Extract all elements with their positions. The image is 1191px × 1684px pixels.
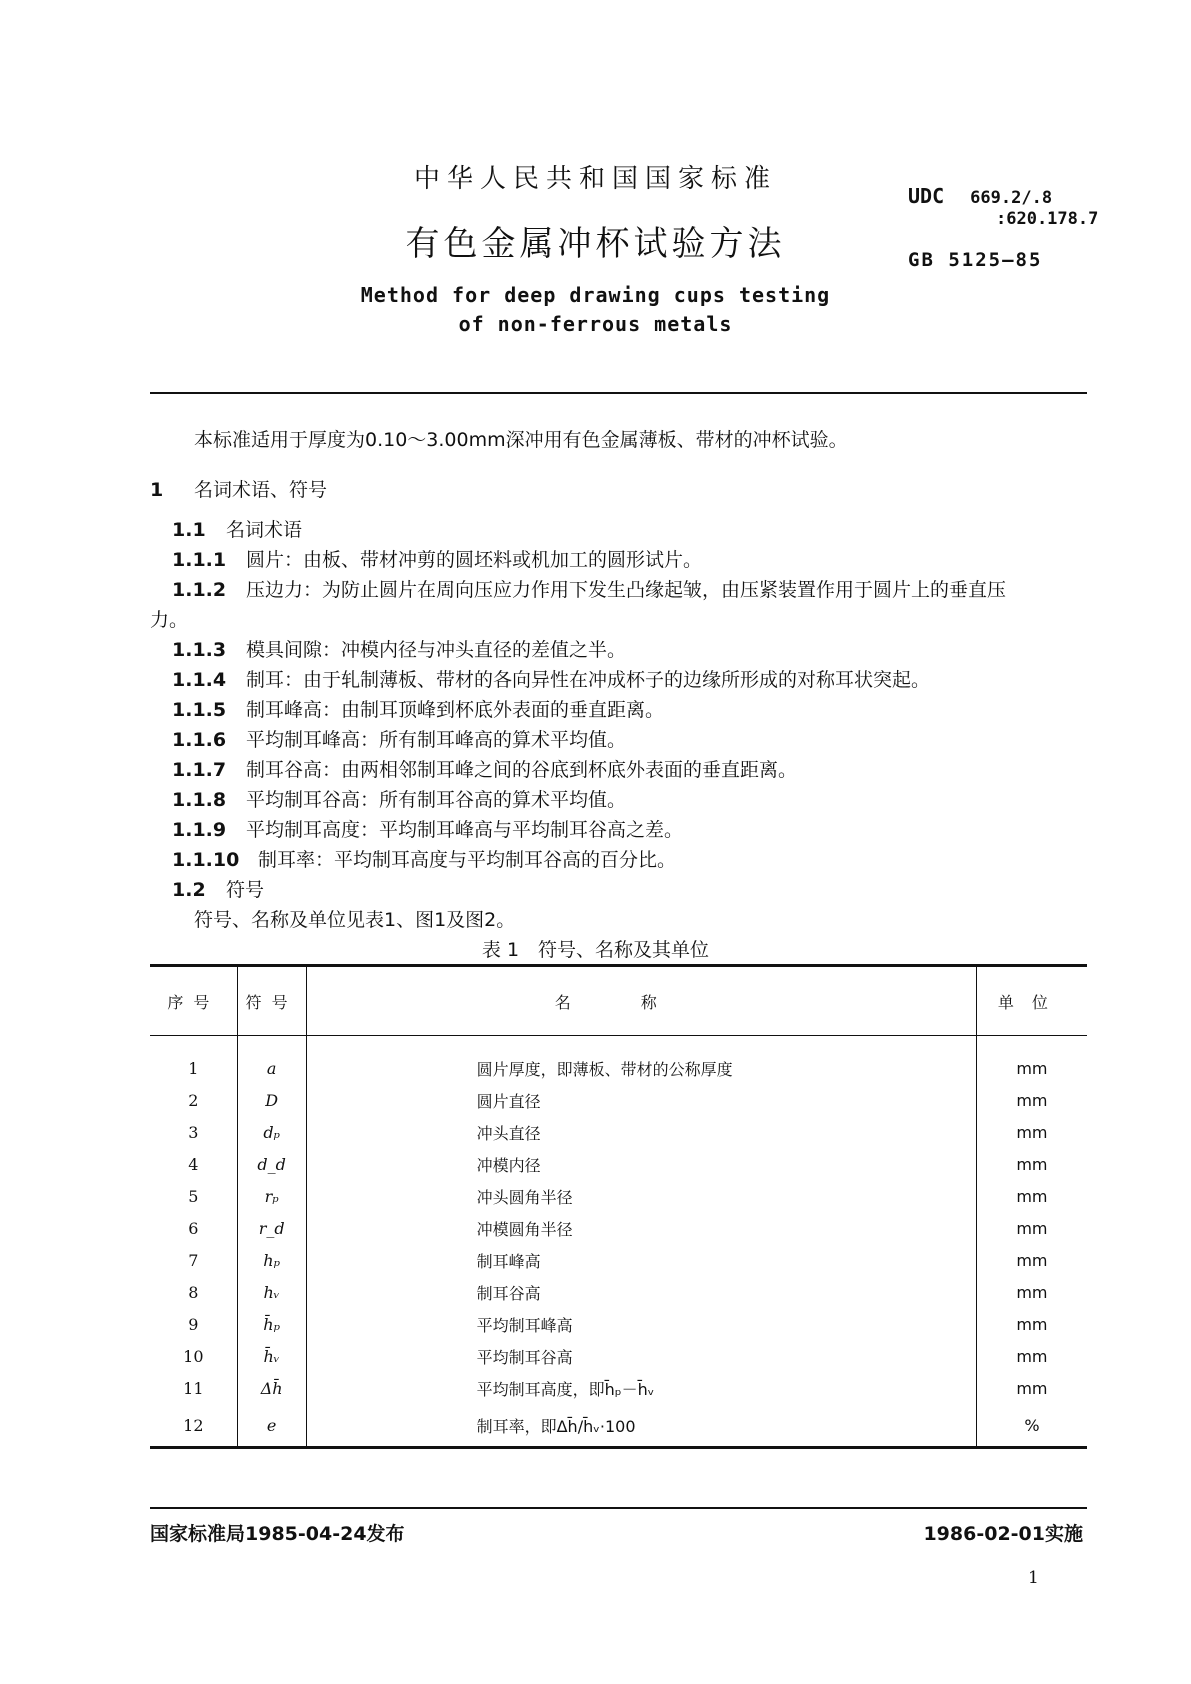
row-symbol: dₚ (237, 1116, 306, 1148)
section-title: 名词术语、符号 (194, 479, 328, 501)
row-symbol: e (237, 1404, 306, 1448)
symbols-table (150, 964, 1087, 1449)
table-row (150, 1276, 1087, 1308)
row-no: 12 (150, 1404, 237, 1448)
intro-paragraph: 本标准适用于厚度为0.10～3.00mm深冲用有色金属薄板、带材的冲杯试验。 (194, 429, 848, 451)
row-symbol: hᵥ (237, 1276, 306, 1308)
row-unit: mm (1016, 1218, 1048, 1238)
document-title-en-line1: Method for deep drawing cups testing (360, 283, 831, 307)
row-symbol: hₚ (237, 1244, 306, 1276)
table-header-row (150, 966, 1087, 1036)
term-1-1-9 (172, 815, 683, 842)
row-unit: mm (1016, 1314, 1048, 1334)
term-number: 1.1.2 (172, 579, 227, 601)
row-name: 制耳率，即Δh̄/h̄ᵥ·100 (306, 1404, 976, 1448)
table-row (150, 1404, 1087, 1448)
row-symbol: h̄ₚ (237, 1308, 306, 1340)
row-unit: mm (1016, 1346, 1048, 1366)
term-text: 平均制耳谷高：所有制耳谷高的算术平均值。 (246, 789, 627, 811)
row-symbol: a (237, 1052, 306, 1084)
table-row (150, 1148, 1087, 1180)
row-unit: mm (1016, 1378, 1048, 1398)
document-title-en-line2: of non-ferrous metals (458, 312, 733, 336)
row-name: 冲头圆角半径 (306, 1180, 976, 1212)
row-name: 平均制耳高度，即h̄ₚ－h̄ᵥ (306, 1372, 976, 1404)
national-standard-label: 中华人民共和国国家标准 (413, 164, 777, 194)
term-number: 1.1.5 (172, 699, 227, 721)
header-no: 序号 (150, 966, 237, 1036)
section-title: 符号 (226, 879, 265, 901)
row-no: 3 (150, 1116, 237, 1148)
term-number: 1.1.1 (172, 549, 227, 571)
udc-label: UDC (908, 184, 945, 208)
section-1-1-heading (172, 515, 302, 542)
row-unit: mm (1016, 1090, 1048, 1110)
table-row (150, 1372, 1087, 1404)
term-1-1-1 (172, 545, 702, 572)
row-name: 制耳谷高 (306, 1276, 976, 1308)
term-1-1-10 (172, 845, 676, 872)
row-no: 6 (150, 1212, 237, 1244)
term-text: 平均制耳峰高：所有制耳峰高的算术平均值。 (246, 729, 627, 751)
table-caption: 表 1 符号、名称及其单位 (481, 939, 710, 961)
row-no: 7 (150, 1244, 237, 1276)
row-name: 制耳峰高 (306, 1244, 976, 1276)
row-name: 圆片厚度，即薄板、带材的公称厚度 (306, 1052, 976, 1084)
term-number: 1.1.8 (172, 789, 227, 811)
header-divider (150, 392, 1087, 394)
row-no: 11 (150, 1372, 237, 1404)
term-text: 平均制耳高度：平均制耳峰高与平均制耳谷高之差。 (246, 819, 684, 841)
row-unit: mm (1016, 1186, 1048, 1206)
effective-date: 1986-02-01实施 (923, 1523, 1083, 1545)
table-row (150, 1340, 1087, 1372)
term-number: 1.1.3 (172, 639, 227, 661)
row-no: 5 (150, 1180, 237, 1212)
term-1-1-3 (172, 635, 626, 662)
term-1-1-5 (172, 695, 664, 722)
term-text: 模具间隙：冲模内径与冲头直径的差值之半。 (246, 639, 627, 661)
section-1-2-text: 符号、名称及单位见表1、图1及图2。 (194, 909, 516, 931)
row-no: 4 (150, 1148, 237, 1180)
row-unit: mm (1016, 1282, 1048, 1302)
udc-line1: 669.2/.8 (970, 188, 1053, 208)
row-symbol: h̄ᵥ (237, 1340, 306, 1372)
table-row (150, 1084, 1087, 1116)
term-1-1-8 (172, 785, 626, 812)
gb-number: GB 5125—85 (908, 249, 1043, 271)
row-name: 冲模内径 (306, 1148, 976, 1180)
row-unit: mm (1016, 1122, 1048, 1142)
section-title: 名词术语 (226, 519, 303, 541)
term-text: 制耳：由于轧制薄板、带材的各向异性在冲成杯子的边缘所形成的对称耳状突起。 (246, 669, 931, 691)
term-1-1-2 (172, 575, 1006, 602)
footer-divider (150, 1507, 1087, 1509)
header-unit: 单位 (976, 966, 1087, 1036)
row-no: 1 (150, 1052, 237, 1084)
term-text: 圆片：由板、带材冲剪的圆坯料或机加工的圆形试片。 (246, 549, 703, 571)
section-number: 1 (150, 479, 164, 501)
term-text: 压边力：为防止圆片在周向压应力作用下发生凸缘起皱，由压紧装置作用于圆片上的垂直压 (246, 579, 1007, 601)
term-1-1-2-continuation: 力。 (150, 609, 189, 631)
term-text: 制耳峰高：由制耳顶峰到杯底外表面的垂直距离。 (246, 699, 665, 721)
term-1-1-4 (172, 665, 930, 692)
term-text: 制耳率：平均制耳高度与平均制耳谷高的百分比。 (258, 849, 677, 871)
table-row (150, 1116, 1087, 1148)
row-name: 平均制耳谷高 (306, 1340, 976, 1372)
row-no: 10 (150, 1340, 237, 1372)
section-1-heading (150, 475, 327, 502)
row-symbol: d_d (237, 1148, 306, 1180)
document-title-cn: 有色金属冲杯试验方法 (405, 224, 786, 264)
section-1-2-heading (172, 875, 264, 902)
table-row (150, 1308, 1087, 1340)
row-unit: mm (1016, 1058, 1048, 1078)
table-row (150, 1244, 1087, 1276)
row-symbol: rₚ (237, 1180, 306, 1212)
header-name: 名称 (306, 966, 976, 1036)
udc-code (908, 184, 1052, 208)
row-unit: mm (1016, 1154, 1048, 1174)
page-number: 1 (1028, 1568, 1039, 1588)
term-1-1-6 (172, 725, 626, 752)
row-symbol: r_d (237, 1212, 306, 1244)
term-1-1-7 (172, 755, 797, 782)
term-number: 1.1.10 (172, 849, 240, 871)
section-number: 1.2 (172, 879, 206, 901)
row-name: 平均制耳峰高 (306, 1308, 976, 1340)
term-number: 1.1.9 (172, 819, 227, 841)
term-number: 1.1.4 (172, 669, 227, 691)
table-row (150, 1180, 1087, 1212)
table-row (150, 1052, 1087, 1084)
row-no: 9 (150, 1308, 237, 1340)
row-name: 冲模圆角半径 (306, 1212, 976, 1244)
row-symbol: Δh̄ (237, 1372, 306, 1404)
header-symbol: 符号 (237, 966, 306, 1036)
row-unit: mm (1016, 1250, 1048, 1270)
term-number: 1.1.6 (172, 729, 227, 751)
udc-line2: :620.178.7 (996, 209, 1099, 229)
term-number: 1.1.7 (172, 759, 227, 781)
section-number: 1.1 (172, 519, 206, 541)
row-name: 冲头直径 (306, 1116, 976, 1148)
term-text: 制耳谷高：由两相邻制耳峰之间的谷底到杯底外表面的垂直距离。 (246, 759, 798, 781)
row-no: 2 (150, 1084, 237, 1116)
row-no: 8 (150, 1276, 237, 1308)
table-row (150, 1212, 1087, 1244)
row-unit: % (976, 1404, 1087, 1448)
row-symbol: D (237, 1084, 306, 1116)
issue-date: 国家标准局1985-04-24发布 (150, 1523, 405, 1545)
row-name: 圆片直径 (306, 1084, 976, 1116)
